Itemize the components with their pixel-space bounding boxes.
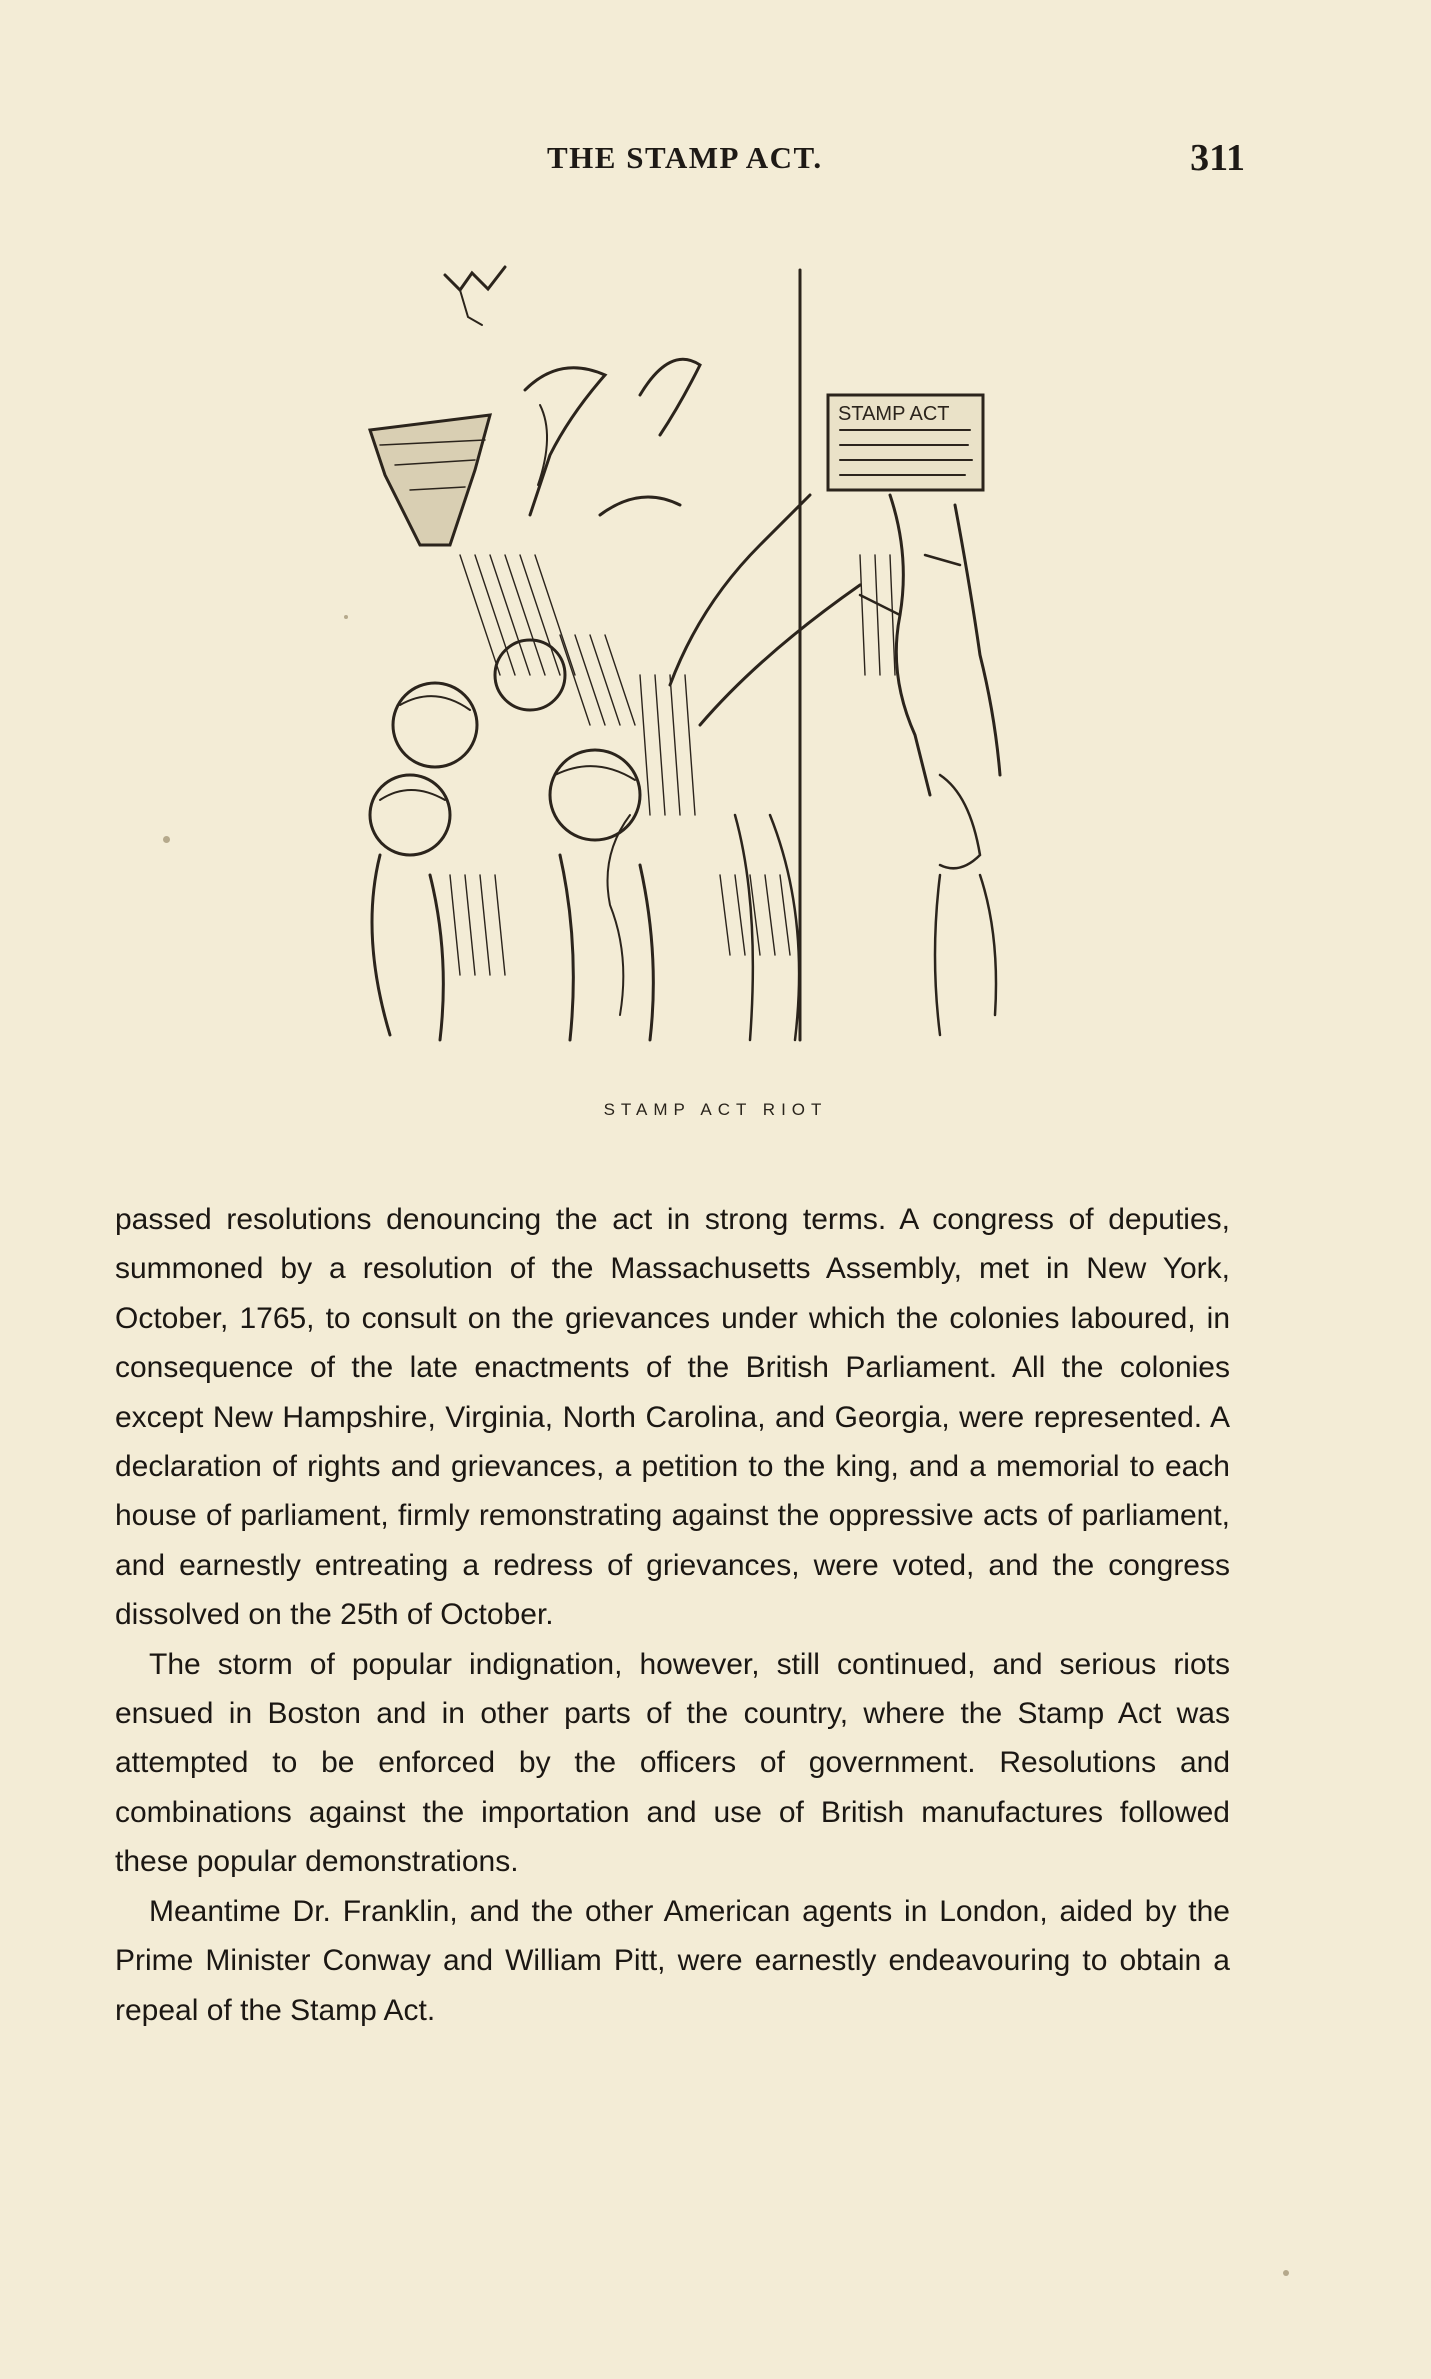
paper-speck [1283,2270,1289,2276]
illustration-caption: STAMP ACT RIOT [603,1100,828,1119]
engraving-drawing [340,255,1040,1045]
paper-speck [344,615,348,619]
page-number: 311 [1190,137,1245,179]
running-title: THE STAMP ACT. [547,140,823,175]
stamp-act-sign-text: STAMP ACT [838,403,950,425]
paper-speck [163,836,170,843]
paragraph-1: passed resolutions denouncing the act in strong terms. A congress of deputies, summoned by a resolution of the Massachusetts Assembly, met in New York, October, 1765, to consult on the grievances under which the colonies laboured, in consequence of the late enactments of the British Parliament. All the colonies except New Hampshire, Virginia, North Carolina, and Georgia, were represented. A declaration of rights and grievances, a petition to the king, and a memorial to each house of parliament, firmly remonstrating against the oppressive acts of parliament, and earnestly entreating a redress of grievances, were voted, and the congress dissolved on the 25th of October. [115,1203,1230,1632]
running-head [115,137,1245,190]
paragraph-2: The storm of popular indignation, however, still continued, and serious riots ensued in Boston and in other parts of the country, where the Stamp Act was attempted to be enforced by the officers of government. Resolutions and combinations against the importation and use of British manufactures followed these popular demonstrations. [115,1647,1230,1879]
paragraph-3: Meantime Dr. Franklin, and the other American agents in London, aided by the Prime Minister Conway and William Pitt, were earnestly endeavouring to obtain a repeal of the Stamp Act. [115,1894,1230,2027]
stamp-act-riot-engraving [340,255,1040,1045]
body-text [115,1195,1230,2035]
